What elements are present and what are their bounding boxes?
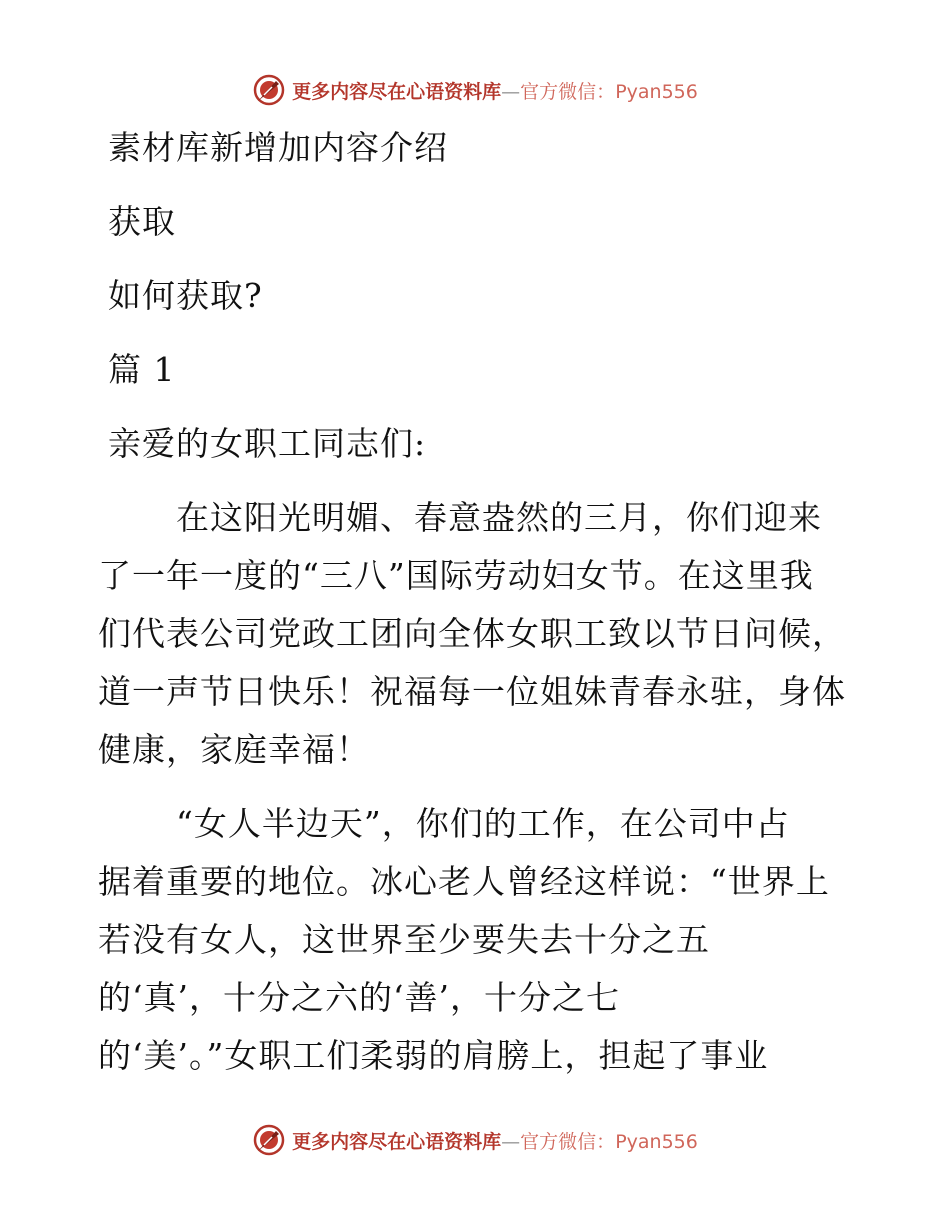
salutation: 亲爱的女职工同志们: <box>108 424 427 463</box>
paragraph-1-line-4: 道一声节日快乐！祝福每一位姐妹青春永驻，身体 <box>98 672 846 711</box>
paragraph-1-line-2: 了一年一度的“三八”国际劳动妇女节。在这里我 <box>98 556 814 595</box>
watermark-wechat-id: Pyan556 <box>615 80 698 103</box>
watermark-dash: — <box>501 1130 521 1153</box>
paragraph-2-line-2: 据着重要的地位。冰心老人曾经这样说：“世界上 <box>98 862 830 901</box>
paragraph-1-line-1: 在这阳光明媚、春意盎然的三月，你们迎来 <box>176 498 822 537</box>
paragraph-2-line-3: 若没有女人，这世界至少要失去十分之五 <box>98 920 710 959</box>
paragraph-2-line-5: 的‘美’。”女职工们柔弱的肩膀上，担起了事业 <box>98 1036 769 1075</box>
watermark-wechat-id: Pyan556 <box>615 1130 698 1153</box>
paragraph-1-line-5: 健康，家庭幸福！ <box>98 730 370 769</box>
footer-watermark <box>0 1120 950 1160</box>
paragraph-2-line-1: “女人半边天”，你们的工作，在公司中占 <box>176 804 790 843</box>
watermark-dash: — <box>501 80 521 103</box>
heading-material-intro: 素材库新增加内容介绍 <box>108 128 448 167</box>
watermark-group <box>252 1123 698 1157</box>
heading-how-to-obtain: 如何获取? <box>108 276 263 315</box>
heading-obtain: 获取 <box>108 202 176 241</box>
paragraph-1-line-3: 们代表公司党政工团向全体女职工致以节日问候， <box>98 614 846 653</box>
feather-pen-seal-icon <box>252 1123 286 1157</box>
paragraph-2-line-4: 的‘真’，十分之六的‘善’，十分之七 <box>98 978 620 1017</box>
watermark-brand: 更多内容尽在心语资料库 <box>292 1130 502 1153</box>
watermark-official-label: 官方微信： <box>520 1130 616 1153</box>
watermark-official-label: 官方微信： <box>520 80 616 103</box>
watermark-brand: 更多内容尽在心语资料库 <box>292 80 502 103</box>
heading-chapter-1: 篇 1 <box>108 350 176 389</box>
